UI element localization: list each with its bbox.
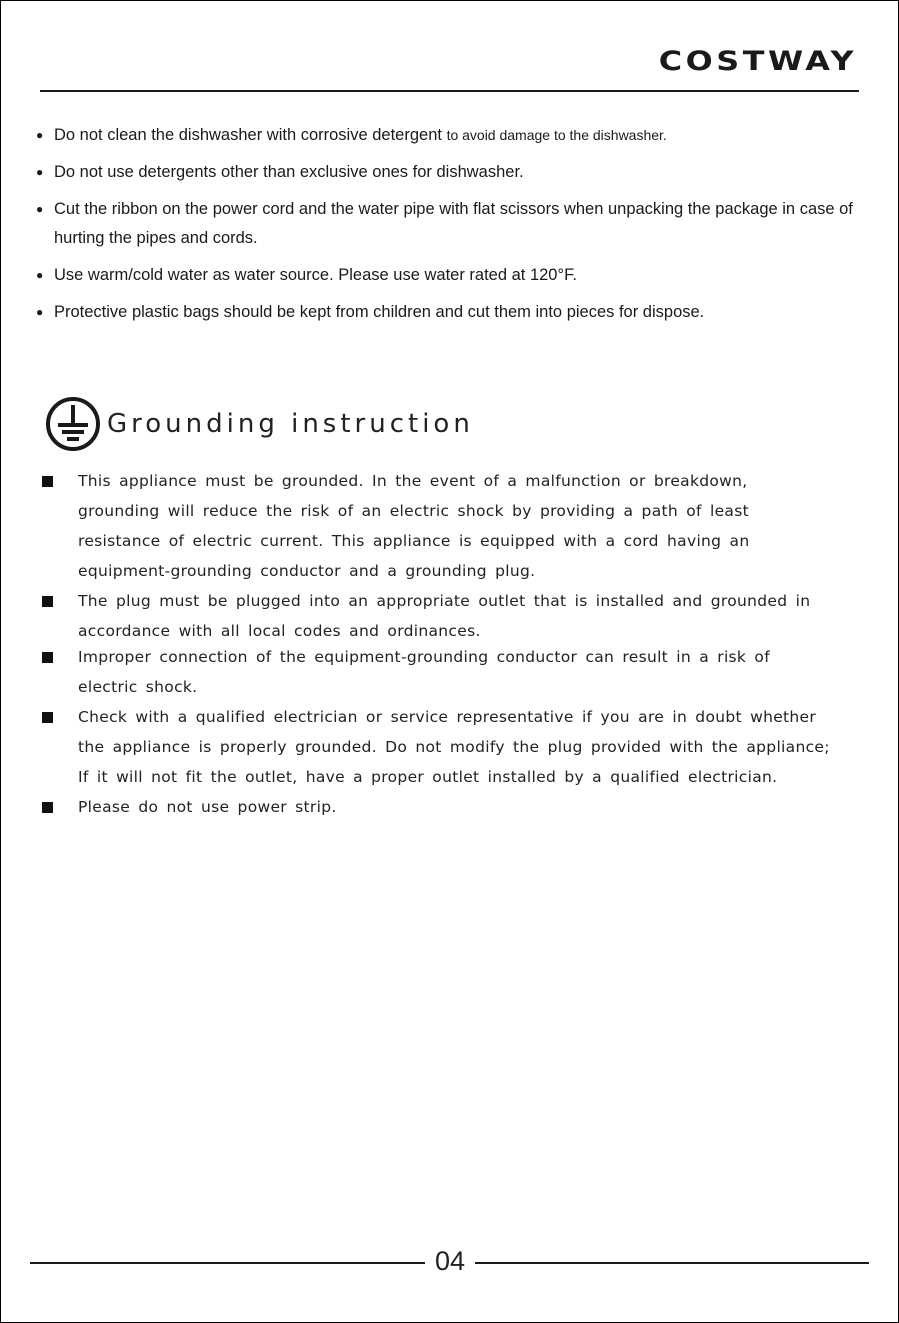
bullet-icon: ● <box>36 128 44 142</box>
section-title: Grounding instruction <box>107 409 474 439</box>
bullet-icon: ● <box>36 305 44 319</box>
grounding-rule <box>42 466 832 586</box>
precaution-item <box>36 261 866 290</box>
grounding-rule-text: Check with a qualified electrician or service representative if you are in doubt whether the appliance is properly grounded. Do not modify the plug provided with the appliance; If it will not fit the outlet, have a proper outlet installed by a qualified electrician. <box>78 708 830 786</box>
grounding-rule <box>42 642 832 702</box>
precaution-item <box>36 298 866 327</box>
precautions-list <box>36 121 866 335</box>
grounding-rule <box>42 702 832 792</box>
grounding-rule-text: This appliance must be grounded. In the event of a malfunction or breakdown, grounding will reduce the risk of an electric shock by providing a path of least resistance of electric current. This appliance is equipped with a cord having an equipment-grounding conductor and a grounding plug. <box>78 472 750 580</box>
precaution-item <box>36 158 866 187</box>
bullet-icon: ● <box>36 202 44 216</box>
square-bullet-icon <box>42 802 53 813</box>
precaution-item <box>36 121 866 150</box>
precaution-text: Use warm/cold water as water source. Please use water rated at 120°F. <box>54 266 577 284</box>
grounding-rule <box>42 792 832 822</box>
square-bullet-icon <box>42 596 53 607</box>
grounding-section-header <box>45 396 474 452</box>
grounding-rule <box>42 586 832 646</box>
header-divider <box>40 90 859 92</box>
grounding-rule-text: Please do not use power strip. <box>78 798 337 816</box>
bullet-icon: ● <box>36 165 44 179</box>
footer-divider-left <box>30 1262 425 1264</box>
page-number: 04 <box>434 1246 466 1276</box>
precaution-tail: to avoid damage to the dishwasher. <box>446 127 667 143</box>
square-bullet-icon <box>42 652 53 663</box>
grounding-rules-list <box>42 466 832 822</box>
footer-divider-right <box>475 1262 869 1264</box>
precaution-text: Cut the ribbon on the power cord and the water pipe with flat scissors when unpacking the package in case of hurting the pipes and cords. <box>54 200 853 247</box>
costway-logo: COSTWAY <box>658 46 857 77</box>
bullet-icon: ● <box>36 268 44 282</box>
precaution-text: Do not use detergents other than exclusive ones for dishwasher. <box>54 163 524 181</box>
precaution-text: Do not clean the dishwasher with corrosive detergent <box>54 126 442 144</box>
grounding-rule-text: The plug must be plugged into an appropriate outlet that is installed and grounded in accordance with all local codes and ordinances. <box>78 592 811 640</box>
precaution-item <box>36 195 866 253</box>
grounding-rule-text: Improper connection of the equipment-grounding conductor can result in a risk of electric shock. <box>78 648 770 696</box>
square-bullet-icon <box>42 476 53 487</box>
square-bullet-icon <box>42 712 53 723</box>
precaution-text: Protective plastic bags should be kept from children and cut them into pieces for dispose. <box>54 303 705 321</box>
ground-symbol-icon <box>45 396 101 452</box>
